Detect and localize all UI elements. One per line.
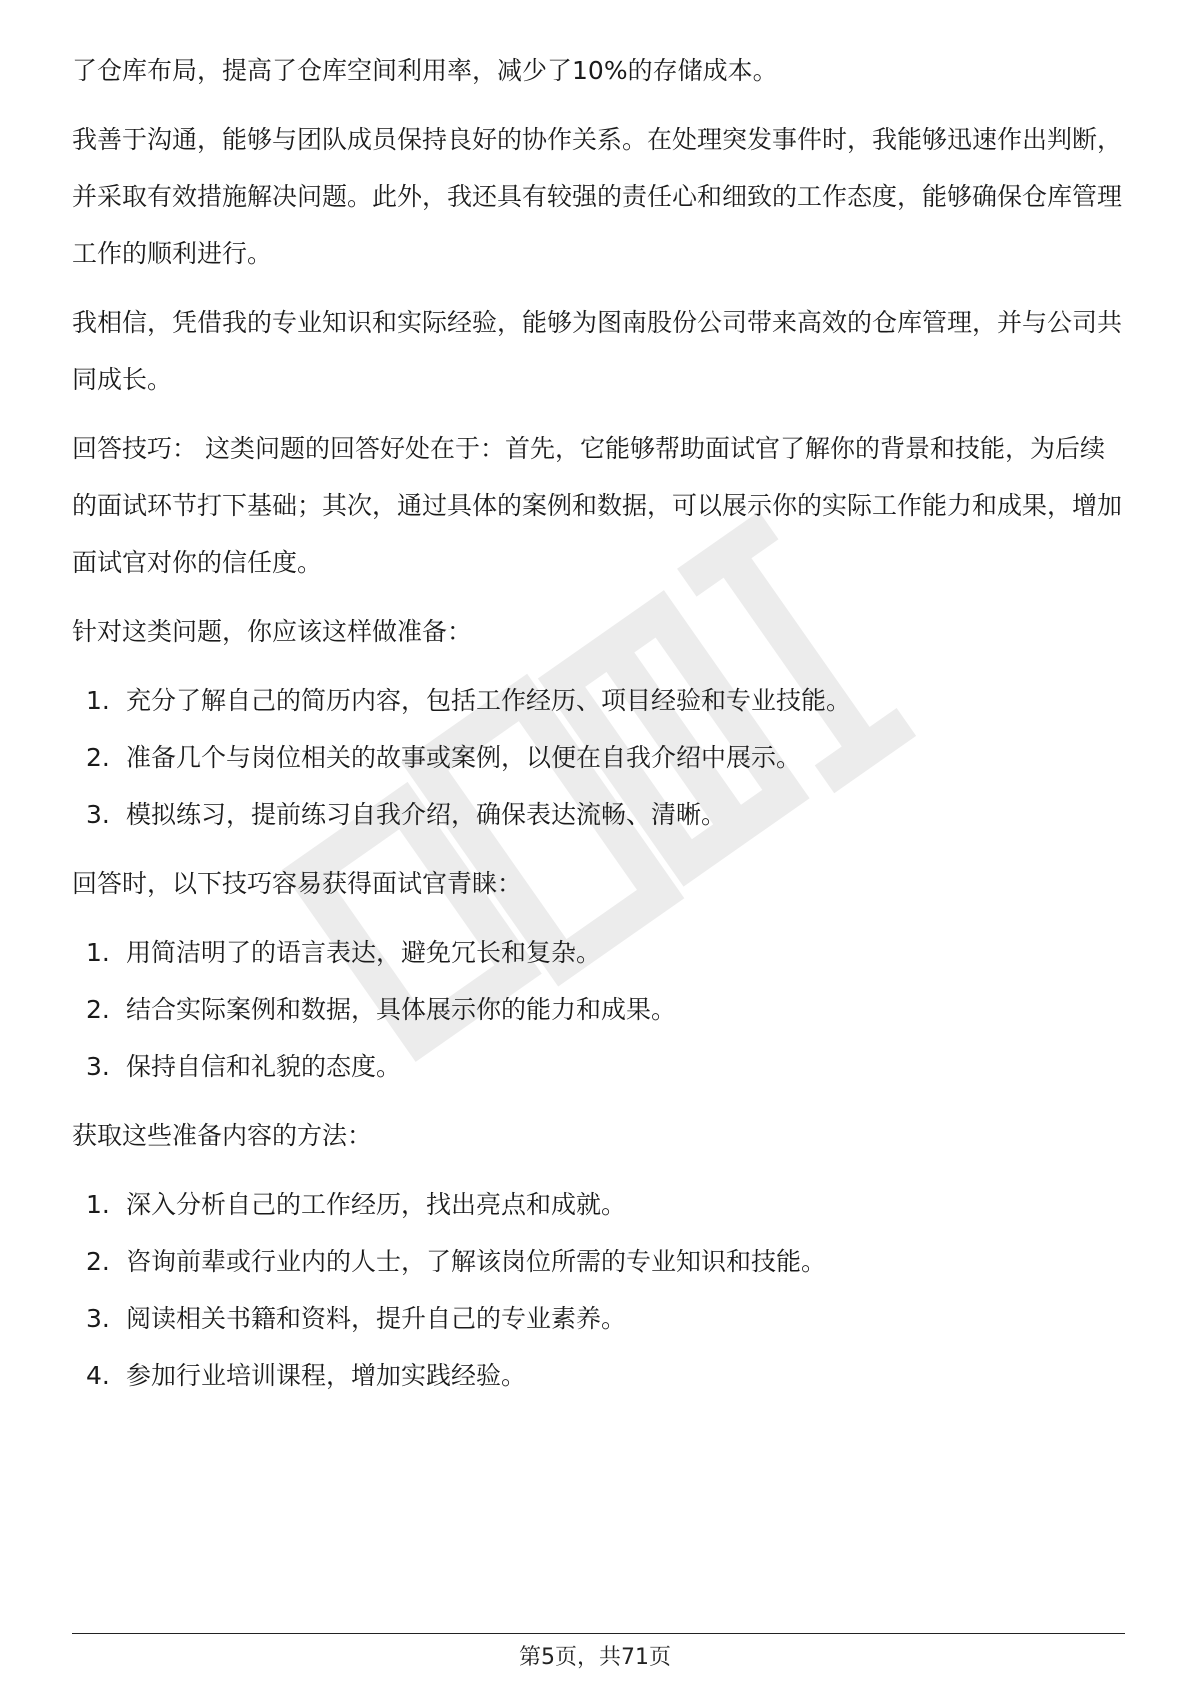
list-item-text: 保持自信和礼貌的态度。 xyxy=(126,1052,402,1081)
document-body xyxy=(72,42,1122,1416)
list-item-number: 3. xyxy=(86,800,110,829)
list-item-text: 阅读相关书籍和资料，提升自己的专业素养。 xyxy=(126,1304,627,1333)
list-item xyxy=(72,1347,1122,1404)
list-item-number: 1. xyxy=(86,1190,110,1219)
list-item-text: 咨询前辈或行业内的人士，了解该岗位所需的专业知识和技能。 xyxy=(126,1247,827,1276)
list-item-number: 2. xyxy=(86,1247,110,1276)
list-item xyxy=(72,924,1122,981)
list-item xyxy=(72,729,1122,786)
list-item xyxy=(72,1233,1122,1290)
list-methods xyxy=(72,1176,1122,1404)
list-item-text: 结合实际案例和数据，具体展示你的能力和成果。 xyxy=(126,995,677,1024)
heading-tips: 回答时，以下技巧容易获得面试官青睐： xyxy=(72,869,523,898)
list-item-number: 1. xyxy=(86,938,110,967)
list-tips xyxy=(72,924,1122,1095)
paragraph-answer-tips: 回答技巧： 这类问题的回答好处在于：首先，它能够帮助面试官了解你的背景和技能，为后续的面试环节打下基础；其次，通过具体的案例和数据，可以展示你的实际工作能力和成果，增加面试官对你的信任度。 xyxy=(72,434,1123,577)
list-item-number: 2. xyxy=(86,995,110,1024)
list-item xyxy=(72,1038,1122,1095)
list-item xyxy=(72,672,1122,729)
heading-methods: 获取这些准备内容的方法： xyxy=(72,1121,373,1150)
heading-prepare: 针对这类问题，你应该这样做准备： xyxy=(72,617,473,646)
list-item xyxy=(72,981,1122,1038)
paragraph-warehouse-layout: 了仓库布局，提高了仓库空间利用率，减少了10%的存储成本。 xyxy=(72,56,778,85)
list-prepare xyxy=(72,672,1122,843)
list-item xyxy=(72,1176,1122,1233)
list-item xyxy=(72,786,1122,843)
list-item-text: 参加行业培训课程，增加实践经验。 xyxy=(126,1361,527,1390)
paragraph-belief: 我相信，凭借我的专业知识和实际经验，能够为图南股份公司带来高效的仓库管理，并与公司共同成长。 xyxy=(72,308,1123,394)
list-item-text: 深入分析自己的工作经历，找出亮点和成就。 xyxy=(126,1190,627,1219)
list-item-text: 准备几个与岗位相关的故事或案例，以便在自我介绍中展示。 xyxy=(126,743,802,772)
list-item-text: 充分了解自己的简历内容，包括工作经历、项目经验和专业技能。 xyxy=(126,686,852,715)
list-item-number: 1. xyxy=(86,686,110,715)
paragraph-communication: 我善于沟通，能够与团队成员保持良好的协作关系。在处理突发事件时，我能够迅速作出判断，并采取有效措施解决问题。此外，我还具有较强的责任心和细致的工作态度，能够确保仓库管理工作的顺利进行。 xyxy=(72,125,1123,268)
list-item xyxy=(72,1290,1122,1347)
list-item-text: 模拟练习，提前练习自我介绍，确保表达流畅、清晰。 xyxy=(126,800,727,829)
list-item-number: 3. xyxy=(86,1304,110,1333)
list-item-text: 用简洁明了的语言表达，避免冗长和复杂。 xyxy=(126,938,602,967)
list-item-number: 3. xyxy=(86,1052,110,1081)
page-number: 第5页，共71页 xyxy=(519,1645,671,1670)
list-item-number: 2. xyxy=(86,743,110,772)
footer-divider xyxy=(72,1633,1125,1634)
list-item-number: 4. xyxy=(86,1361,110,1390)
